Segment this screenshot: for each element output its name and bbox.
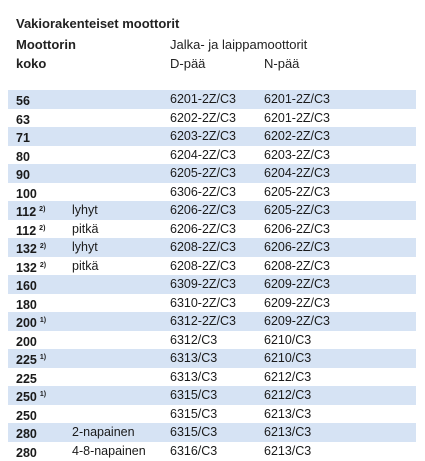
- variant-cell: lyhyt: [72, 203, 98, 217]
- motor-size-cell: [16, 276, 40, 294]
- n-end-bearing-cell: 6212/C3: [264, 388, 312, 402]
- motor-size-cell: [16, 165, 33, 183]
- n-end-bearing-cell: 6209-2Z/C3: [264, 295, 331, 310]
- n-end-bearing-cell: 6201-2Z/C3: [264, 92, 331, 106]
- d-end-bearing-cell: 6316/C3: [170, 443, 218, 458]
- table-row: [8, 146, 416, 165]
- motor-size-cell: [16, 295, 40, 313]
- motor-size: 250: [16, 390, 37, 404]
- d-end-bearing-cell: 6208-2Z/C3: [170, 258, 237, 273]
- n-end-bearing-cell: 6205-2Z/C3: [264, 203, 331, 217]
- d-end-bearing-cell: 6315/C3: [170, 406, 218, 421]
- n-end-bearing-cell: 6201-2Z/C3: [264, 110, 331, 125]
- n-end-bearing-cell: 6205-2Z/C3: [264, 184, 331, 199]
- motor-size-cell: [16, 91, 33, 109]
- d-end-bearing-cell: 6206-2Z/C3: [170, 203, 237, 217]
- n-end-bearing-cell: 6213/C3: [264, 406, 312, 421]
- motor-size-cell: [16, 202, 45, 220]
- motor-size-cell: [16, 443, 40, 461]
- table-row: [8, 90, 416, 109]
- n-end-bearing-cell: 6206-2Z/C3: [264, 240, 331, 254]
- motor-size-cell: [16, 406, 40, 424]
- motor-size: 180: [16, 297, 37, 312]
- table-row: [8, 423, 416, 442]
- motor-size: 200: [16, 316, 37, 330]
- d-end-bearing-cell: 6202-2Z/C3: [170, 110, 237, 125]
- motor-size-cell: [16, 147, 33, 165]
- footnote-marker: 2): [39, 261, 47, 269]
- d-end-bearing-cell: 6205-2Z/C3: [170, 166, 237, 180]
- motor-size-cell: [16, 128, 33, 146]
- table-row: [8, 331, 416, 350]
- table-row: [8, 257, 416, 276]
- table-row: [8, 220, 416, 239]
- footnote-marker: 2): [39, 224, 46, 232]
- d-end-bearing-cell: 6315/C3: [170, 388, 218, 402]
- motor-size: 225: [16, 371, 37, 386]
- table-title: Vakiorakenteiset moottorit: [16, 16, 180, 31]
- motor-size-cell: [16, 184, 40, 202]
- n-end-bearing-cell: 6202-2Z/C3: [264, 129, 331, 143]
- d-end-bearing-cell: 6201-2Z/C3: [170, 92, 237, 106]
- n-end-bearing-cell: 6212/C3: [264, 369, 312, 384]
- motor-size-cell: [16, 313, 46, 331]
- table-row: [8, 238, 416, 257]
- table-row: [8, 368, 416, 387]
- variant-cell: lyhyt: [72, 240, 98, 254]
- bearing-table-body: [8, 90, 416, 460]
- motor-size-cell: [16, 239, 46, 257]
- d-end-bearing-cell: 6306-2Z/C3: [170, 184, 237, 199]
- n-end-bearing-cell: 6210/C3: [264, 332, 312, 347]
- motor-size: 160: [16, 279, 37, 293]
- variant-cell: pitkä: [72, 221, 99, 236]
- d-end-bearing-cell: 6312/C3: [170, 332, 218, 347]
- motor-size: 200: [16, 334, 37, 349]
- footnote-marker: 2): [39, 206, 46, 213]
- motor-size: 280: [16, 445, 37, 460]
- table-row: [8, 294, 416, 313]
- footnote-marker: 1): [39, 354, 47, 361]
- motor-size: 132: [16, 242, 37, 256]
- variant-cell: 4-8-napainen: [72, 443, 146, 458]
- table-header: [8, 8, 416, 76]
- motor-size-cell: [16, 258, 46, 276]
- bearing-table-frame: [8, 8, 416, 460]
- table-row: [8, 164, 416, 183]
- col-n-heading: N-pää: [264, 56, 300, 71]
- d-end-bearing-cell: 6203-2Z/C3: [170, 129, 237, 143]
- n-end-bearing-cell: 6203-2Z/C3: [264, 147, 331, 162]
- table-row: [8, 349, 416, 368]
- n-end-bearing-cell: 6204-2Z/C3: [264, 166, 331, 180]
- n-end-bearing-cell: 6213/C3: [264, 443, 312, 458]
- footnote-marker: 1): [39, 317, 47, 324]
- d-end-bearing-cell: 6204-2Z/C3: [170, 147, 237, 162]
- n-end-bearing-cell: 6213/C3: [264, 425, 312, 439]
- motor-size: 112: [16, 205, 37, 219]
- motor-size: 132: [16, 260, 37, 275]
- variant-cell: 2-napainen: [72, 425, 135, 439]
- table-row: [8, 127, 416, 146]
- table-row: [8, 312, 416, 331]
- n-end-bearing-cell: 6210/C3: [264, 351, 312, 365]
- col-size-heading-line1: Moottorin: [16, 37, 76, 52]
- motor-size: 112: [16, 223, 37, 238]
- d-end-bearing-cell: 6312-2Z/C3: [170, 314, 237, 328]
- table-row: [8, 442, 416, 461]
- motor-size-cell: [16, 350, 46, 368]
- motor-size: 80: [16, 149, 30, 164]
- n-end-bearing-cell: 6209-2Z/C3: [264, 314, 331, 328]
- col-d-heading: D-pää: [170, 56, 206, 71]
- motor-size: 56: [16, 94, 30, 108]
- motor-size: 280: [16, 427, 37, 441]
- table-row: [8, 201, 416, 220]
- n-end-bearing-cell: 6206-2Z/C3: [264, 221, 331, 236]
- motor-size-cell: [16, 221, 45, 239]
- motor-size: 225: [16, 353, 37, 367]
- d-end-bearing-cell: 6208-2Z/C3: [170, 240, 237, 254]
- table-row: [8, 275, 416, 294]
- table-row: [8, 405, 416, 424]
- d-end-bearing-cell: 6309-2Z/C3: [170, 277, 237, 291]
- motor-size: 63: [16, 112, 30, 127]
- d-end-bearing-cell: 6315/C3: [170, 425, 218, 439]
- motor-size: 100: [16, 186, 37, 201]
- motor-size-cell: [16, 110, 33, 128]
- table-row: [8, 386, 416, 405]
- footnote-marker: 2): [39, 243, 47, 250]
- n-end-bearing-cell: 6208-2Z/C3: [264, 258, 331, 273]
- motor-size-cell: [16, 387, 46, 405]
- variant-cell: pitkä: [72, 258, 99, 273]
- motor-size-cell: [16, 332, 40, 350]
- d-end-bearing-cell: 6313/C3: [170, 369, 218, 384]
- footnote-marker: 1): [39, 391, 47, 398]
- motor-size-cell: [16, 369, 40, 387]
- col-group-heading: Jalka- ja laippamoottorit: [170, 37, 308, 52]
- motor-size: 90: [16, 168, 30, 182]
- motor-size-cell: [16, 424, 40, 442]
- table-row: [8, 183, 416, 202]
- col-size-heading-line2: koko: [16, 56, 47, 71]
- d-end-bearing-cell: 6313/C3: [170, 351, 218, 365]
- d-end-bearing-cell: 6206-2Z/C3: [170, 221, 237, 236]
- table-row: [8, 109, 416, 128]
- motor-size: 250: [16, 408, 37, 423]
- d-end-bearing-cell: 6310-2Z/C3: [170, 295, 237, 310]
- n-end-bearing-cell: 6209-2Z/C3: [264, 277, 331, 291]
- motor-size: 71: [16, 131, 30, 145]
